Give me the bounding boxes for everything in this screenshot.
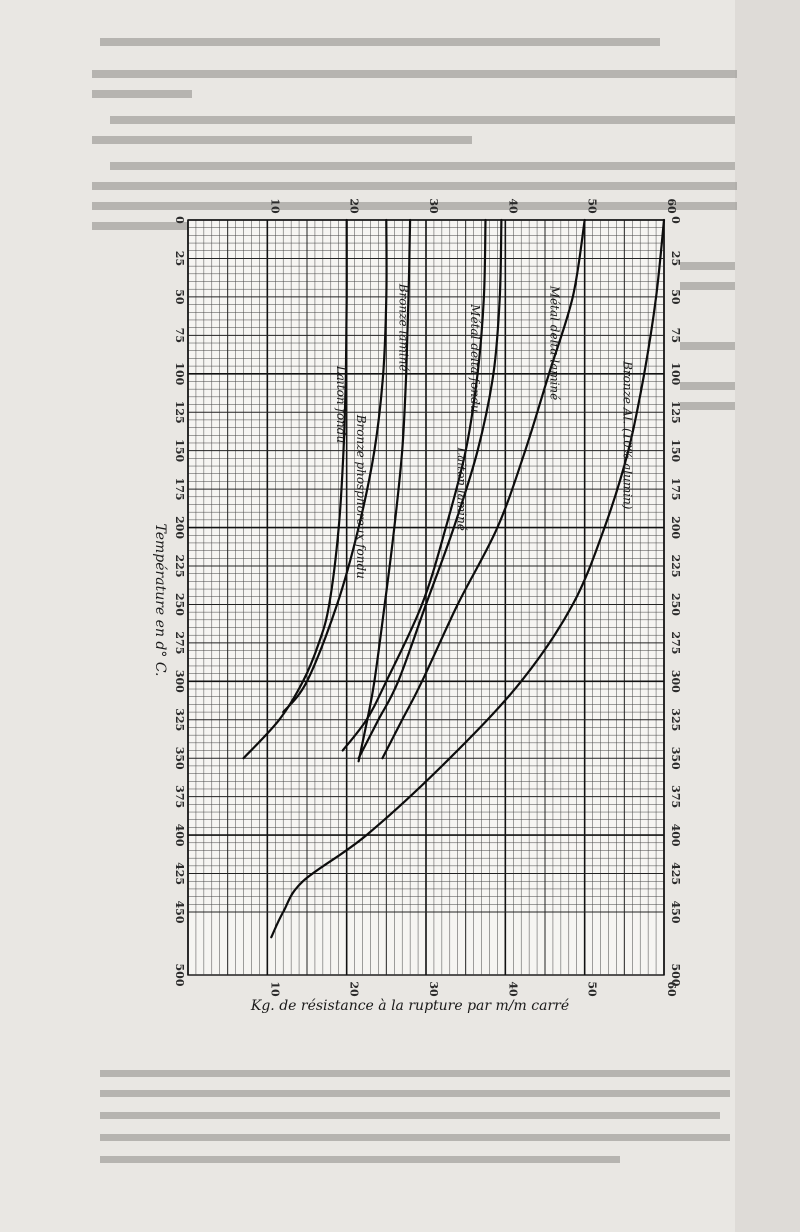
- series-label: Laiton laminé: [454, 447, 469, 531]
- x-tick-label: 75: [173, 327, 186, 343]
- x-tick-label: 0: [173, 216, 186, 224]
- x-tick-label-right: 375: [669, 785, 682, 809]
- x-tick-label: 325: [173, 708, 186, 732]
- x-tick-label-right: 325: [669, 708, 682, 732]
- x-tick-label-right: 200: [669, 516, 682, 540]
- y-tick-label-top: 40: [506, 198, 520, 214]
- x-axis-title: Température en d° C.: [152, 523, 168, 677]
- series-label: Métal delta fondu: [467, 304, 482, 413]
- series-label: Bronze Al. (10% alumin): [620, 361, 635, 510]
- x-tick-label: 225: [173, 554, 186, 578]
- y-tick-label: 20: [347, 981, 361, 997]
- y-tick-label: 40: [506, 981, 520, 997]
- y-tick-label-top: 60: [665, 198, 678, 214]
- x-tick-label-right: 450: [669, 900, 682, 924]
- x-tick-label-right: 150: [669, 439, 682, 463]
- x-tick-label: 200: [173, 516, 186, 540]
- y-tick-label-top: 30: [427, 198, 440, 214]
- x-tick-label-right: 425: [669, 862, 682, 886]
- x-tick-label: 175: [173, 477, 186, 501]
- series-label: Bronze phosphoreux fondu: [353, 414, 368, 579]
- y-tick-label-top: 50: [585, 198, 599, 214]
- x-tick-label: 350: [173, 746, 186, 770]
- y-tick-label: 50: [585, 981, 599, 997]
- series-label: Laiton fondu: [333, 365, 348, 444]
- y-tick-label-top: 10: [268, 198, 282, 214]
- y-tick-label: 60: [665, 981, 678, 997]
- x-tick-label-right: 25: [669, 250, 682, 267]
- x-tick-label: 425: [173, 862, 186, 886]
- x-tick-label-right: 50: [669, 289, 682, 305]
- x-tick-label: 100: [173, 362, 186, 386]
- x-tick-label: 400: [173, 823, 186, 847]
- strength-tick-labels-top: [268, 198, 678, 214]
- x-tick-label: 375: [173, 785, 186, 809]
- x-tick-label-right: 175: [669, 477, 682, 501]
- x-tick-label-right: 500: [669, 963, 682, 987]
- x-tick-label: 250: [173, 592, 186, 616]
- x-tick-label-right: 350: [669, 746, 682, 770]
- x-tick-label: 500: [173, 963, 186, 987]
- x-tick-label: 25: [173, 250, 186, 267]
- x-tick-label: 450: [173, 900, 186, 924]
- x-tick-label: 125: [173, 400, 186, 424]
- x-tick-label-right: 225: [669, 554, 682, 578]
- y-tick-label: 10: [268, 981, 282, 997]
- series-label: Métal delta laminé: [547, 285, 562, 401]
- temperature-tick-labels-left: [173, 216, 186, 987]
- x-tick-label-right: 125: [669, 400, 682, 424]
- x-tick-label-right: 75: [669, 327, 682, 343]
- x-tick-label-right: 275: [669, 631, 682, 655]
- x-tick-label: 300: [173, 669, 186, 693]
- x-tick-label-right: 300: [669, 669, 682, 693]
- series-label: Bronze laminé: [396, 283, 411, 372]
- strength-tick-labels-bottom: [268, 981, 678, 997]
- x-tick-label: 275: [173, 631, 186, 655]
- x-tick-label: 150: [173, 439, 186, 463]
- y-tick-label: 30: [427, 981, 440, 997]
- y-axis-title: Kg. de résistance à la rupture par m/m carré: [250, 998, 570, 1014]
- x-tick-label-right: 100: [669, 362, 682, 386]
- x-tick-label-right: 250: [669, 592, 682, 616]
- x-tick-label-right: 0: [669, 216, 682, 224]
- temperature-tick-labels-right: [669, 216, 682, 987]
- y-tick-label-top: 20: [347, 198, 361, 214]
- x-tick-label: 50: [173, 289, 186, 305]
- x-tick-label-right: 400: [669, 823, 682, 847]
